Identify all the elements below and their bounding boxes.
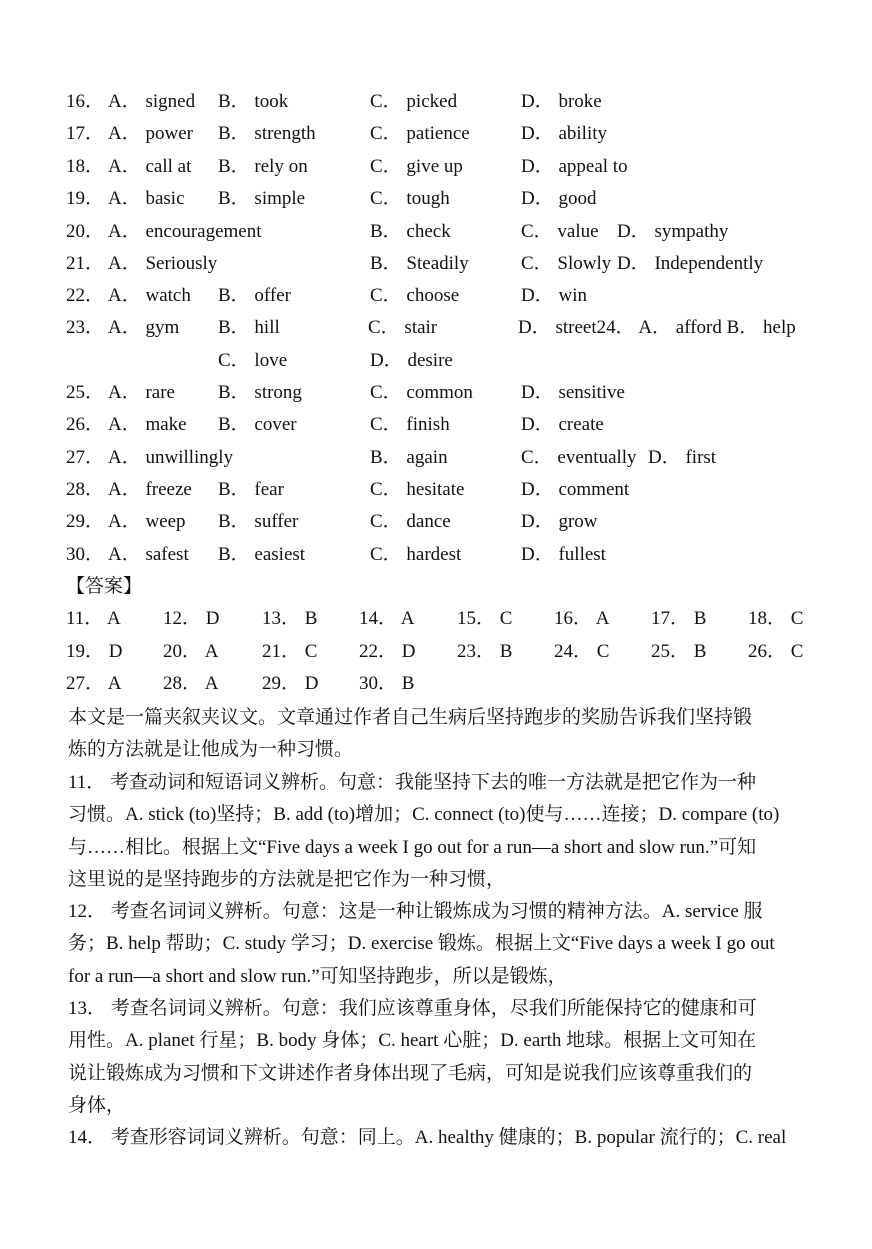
question-number: 22． [66, 285, 105, 306]
option-b: B． offer [218, 285, 291, 306]
option-c: C． eventually [521, 447, 637, 468]
option-a: A． power [108, 123, 193, 144]
option-b: B． cover [218, 414, 297, 435]
option-d: D． sympathy [617, 221, 729, 242]
answer-item: 30． B [359, 673, 415, 694]
option-c: C． finish [370, 414, 450, 435]
explanation-13 [68, 993, 805, 1123]
question-number: 19． [66, 188, 105, 209]
option-c: C． give up [370, 156, 463, 177]
option-d: D． street24． A． afford B． help [518, 317, 796, 338]
option-a: A． safest [108, 544, 189, 565]
option-c: C． value [521, 221, 599, 242]
text-line: 13． 考查名词词义辨析。句意：我们应该尊重身体，尽我们所能保持它的健康和可 [68, 998, 757, 1019]
text-line: 本文是一篇夹叙夹议文。文章通过作者自己生病后坚持跑步的奖励告诉我们坚持锻 [68, 707, 753, 728]
option-b: B． suffer [218, 511, 299, 532]
option-b: B． fear [218, 479, 284, 500]
question-number: 23． [66, 317, 105, 338]
text-line: 习惯。A. stick (to)坚持；B. add (to)增加；C. connect (to)使与……连接；D. compare (to) [68, 804, 780, 826]
option-b: B． simple [218, 188, 306, 209]
text-line: 身体， [68, 1095, 126, 1117]
option-c: C． love [218, 350, 288, 371]
question-number: 29． [66, 511, 105, 532]
explanation-14 [68, 1122, 805, 1154]
option-b: B． rely on [218, 156, 308, 177]
answer-item: 28． A [163, 673, 219, 694]
option-c: C． stair [368, 317, 438, 338]
answer-item: 26． C [748, 641, 804, 662]
text-line: 11． 考查动词和短语词义辨析。句意：我能坚持下去的唯一方法就是把它作为一种 [68, 772, 757, 793]
option-c: C． hesitate [370, 479, 465, 500]
answer-item: 23． B [457, 641, 513, 662]
option-c: C． picked [370, 91, 458, 112]
option-d: D． desire [370, 350, 453, 371]
answer-item: 21． C [262, 641, 318, 662]
option-d: D． Independently [617, 253, 764, 274]
answer-item: 25． B [651, 641, 707, 662]
question-number: 16． [66, 91, 105, 112]
option-d: D． create [521, 414, 604, 435]
option-c: C． tough [370, 188, 450, 209]
answer-item: 16． A [554, 608, 610, 629]
option-a: A． encouragement [108, 221, 262, 242]
answer-item: 20． A [163, 641, 219, 662]
option-a: A． unwillingly [108, 447, 234, 468]
answer-item: 19． D [66, 641, 123, 662]
question-number: 27． [66, 447, 105, 468]
question-number: 20． [66, 221, 105, 242]
explanation-11 [68, 767, 805, 897]
option-d: D． broke [521, 91, 602, 112]
option-a: A． signed [108, 91, 196, 112]
option-c: C． common [370, 382, 473, 403]
text-line: 说让锻炼成为习惯和下文讲述作者身体出现了毛病，可知是说我们应该尊重我们的 [68, 1062, 753, 1084]
answer-item: 18． C [748, 608, 804, 629]
option-a: A． freeze [108, 479, 192, 500]
question-number: 17． [66, 123, 105, 144]
option-a: A． basic [108, 188, 185, 209]
answer-item: 22． D [359, 641, 416, 662]
option-a: A． gym [108, 317, 180, 338]
question-number: 18． [66, 156, 105, 177]
option-b: B． strong [218, 382, 302, 403]
option-a: A． rare [108, 382, 175, 403]
answer-item: 14． A [359, 608, 415, 629]
option-a: A． Seriously [108, 253, 218, 274]
option-a: A． weep [108, 511, 186, 532]
text-line: 炼的方法就是让他成为一种习惯。 [68, 739, 354, 761]
answer-item: 13． B [262, 608, 318, 629]
option-b: B． strength [218, 123, 316, 144]
answer-item: 12． D [163, 608, 220, 629]
question-number: 26． [66, 414, 105, 435]
text-line: 12． 考查名词词义辨析。句意：这是一种让锻炼成为习惯的精神方法。A. service 服 [68, 901, 763, 922]
option-c: C． choose [370, 285, 460, 306]
option-a: A． call at [108, 156, 192, 177]
option-d: D． grow [521, 511, 598, 532]
explanation-12 [68, 896, 805, 993]
option-b: B． check [370, 221, 451, 242]
option-c: C． hardest [370, 544, 462, 565]
option-c: C． dance [370, 511, 451, 532]
answer-item: 15． C [457, 608, 513, 629]
text-line: 务；B. help 帮助；C. study 学习；D. exercise 锻炼。根据上文“Five days a week I go out [68, 933, 775, 955]
option-b: B． Steadily [370, 253, 469, 274]
option-d: D． fullest [521, 544, 606, 565]
option-b: B． easiest [218, 544, 306, 565]
answer-item: 27． A [66, 673, 122, 694]
answer-item: 11． A [66, 608, 121, 629]
option-d: D． first [648, 447, 717, 468]
option-d: D． appeal to [521, 156, 628, 177]
text-line: 14． 考查形容词词义辨析。句意：同上。A. healthy 健康的；B. popular 流行的；C. real [68, 1127, 787, 1148]
answer-heading: 【答案】 [66, 576, 143, 597]
option-a: A． watch [108, 285, 191, 306]
answer-item: 24． C [554, 641, 610, 662]
question-number: 25． [66, 382, 105, 403]
option-d: D． win [521, 285, 587, 306]
option-a: A． make [108, 414, 187, 435]
option-c: C． Slowly [521, 253, 612, 274]
option-b: B． hill [218, 317, 280, 338]
text-line: for a run—a short and slow run.”可知坚持跑步，所以是锻炼， [68, 965, 567, 987]
summary-paragraph [68, 702, 805, 767]
option-b: B． took [218, 91, 289, 112]
option-d: D． ability [521, 123, 608, 144]
option-c: C． patience [370, 123, 470, 144]
text-line: 用性。A. planet 行星；B. body 身体；C. heart 心脏；D. earth 地球。根据上文可知在 [68, 1030, 757, 1052]
option-d: D． sensitive [521, 382, 625, 403]
question-number: 30． [66, 544, 105, 565]
question-number: 28． [66, 479, 105, 500]
answer-item: 29． D [262, 673, 319, 694]
text-line: 与……相比。根据上文“Five days a week I go out for a run—a short and slow run.”可知 [68, 836, 757, 858]
option-d: D． comment [521, 479, 630, 500]
text-line: 这里说的是坚持跑步的方法就是把它作为一种习惯， [68, 869, 506, 891]
answer-item: 17． B [651, 608, 707, 629]
option-b: B． again [370, 447, 448, 468]
option-d: D． good [521, 188, 597, 209]
question-number: 21． [66, 253, 105, 274]
